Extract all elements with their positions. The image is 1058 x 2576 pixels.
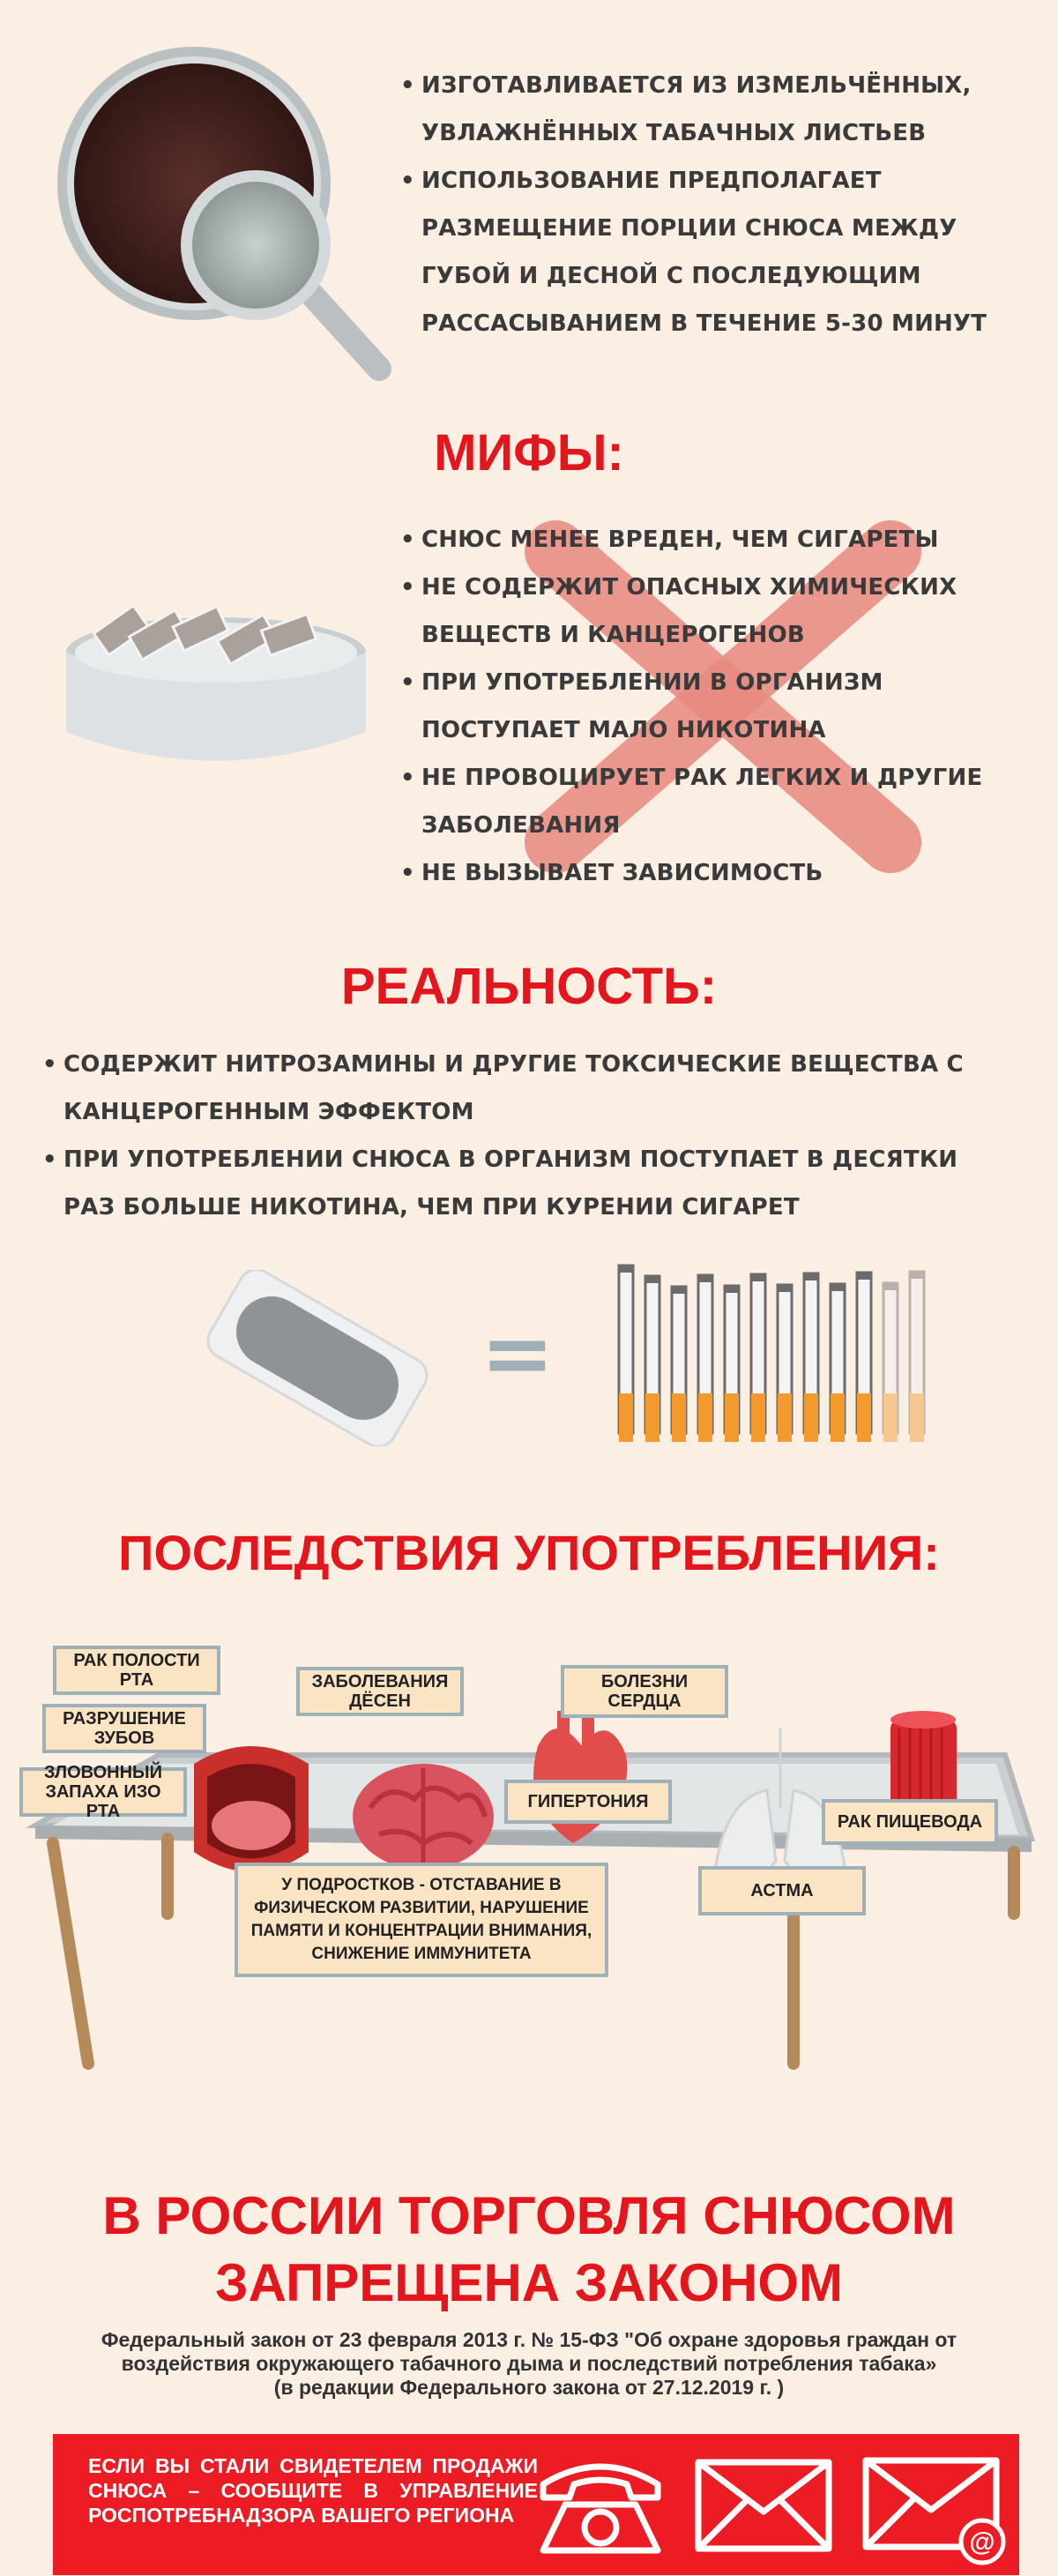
ban-heading-line1: В РОССИИ ТОРГОВЛЯ СНЮСОМ <box>102 2186 956 2245</box>
label-bad-breath: ЗЛОВОННЫЙ ЗАПАХА ИЗО РТА <box>19 1767 187 1817</box>
cigarette <box>698 1275 712 1442</box>
myth-bullet: • НЕ ВЫЗЫВАЕТ ЗАВИСИМОСТЬ <box>400 849 1035 897</box>
cigarette <box>645 1276 659 1442</box>
cigarette <box>751 1274 765 1442</box>
reality-bullet: • ПРИ УПОТРЕБЛЕНИИ СНЮСА В ОРГАНИЗМ ПОСТУПАЕТ В ДЕСЯТКИ РАЗ БОЛЬШЕ НИКОТИНА, ЧЕМ ПРИ КУРЕНИИ СИГАРЕТ <box>42 1136 1012 1231</box>
label-teens: У ПОДРОСТКОВ - ОТСТАВАНИЕ В ФИЗИЧЕСКОМ РАЗВИТИИ, НАРУШЕНИЕ ПАМЯТИ И КОНЦЕНТРАЦИИ ВНИМАНИЯ, СНИЖЕНИЕ ИММУНИТЕТА <box>235 1863 608 1977</box>
cigarette <box>672 1287 686 1442</box>
law-reference <box>0 2328 1058 2400</box>
cigarette <box>725 1286 739 1442</box>
label-asthma: АСТМА <box>698 1866 866 1915</box>
report-banner <box>53 2434 1019 2575</box>
law-line: воздействия окружающего табачного дыма и последствий потребления табака» <box>121 2352 937 2375</box>
myths-heading: МИФЫ: <box>434 424 624 482</box>
label-esophagus-cancer: РАК ПИЩЕВОДА <box>822 1799 998 1845</box>
mail-icon <box>693 2457 834 2554</box>
cigarette <box>778 1285 792 1442</box>
brain-illustration <box>353 1764 494 1870</box>
cigarette <box>857 1273 871 1442</box>
cigarette <box>619 1266 633 1442</box>
law-line: (в редакции Федерального закона от 27.12.2019 г. ) <box>273 2376 785 2399</box>
cigarettes-illustration <box>608 1248 961 1477</box>
label-oral-cancer: РАК ПОЛОСТИ РТА <box>53 1646 220 1695</box>
label-hypertension: ГИПЕРТОНИЯ <box>504 1780 672 1824</box>
reality-bullet: • СОДЕРЖИТ НИТРОЗАМИНЫ И ДРУГИЕ ТОКСИЧЕСКИЕ ВЕЩЕСТВА С КАНЦЕРОГЕННЫМ ЭФФЕКТОМ <box>42 1041 1012 1136</box>
intro-bullets <box>400 62 1035 347</box>
label-heart-disease: БОЛЕЗНИ СЕРДЦА <box>561 1665 728 1718</box>
label-tooth-decay: РАЗРУШЕНИЕ ЗУБОВ <box>42 1704 206 1753</box>
myth-bullet: • ПРИ УПОТРЕБЛЕНИИ В ОРГАНИЗМ ПОСТУПАЕТ МАЛО НИКОТИНА <box>400 659 1035 754</box>
myth-bullet: • СНЮС МЕНЕЕ ВРЕДЕН, ЧЕМ СИГАРЕТЫ <box>400 516 1035 564</box>
law-line: Федеральный закон от 23 февраля 2013 г. № 15-ФЗ "Об охране здоровья граждан от <box>101 2328 957 2351</box>
reality-bullets <box>42 1041 1012 1231</box>
label-gum-disease: ЗАБОЛЕВАНИЯ ДЁСЕН <box>296 1667 464 1716</box>
reality-heading: РЕАЛЬНОСТЬ: <box>340 958 718 1015</box>
intro-bullet: • ИСПОЛЬЗОВАНИЕ ПРЕДПОЛАГАЕТ РАЗМЕЩЕНИЕ ПОРЦИИ СНЮСА МЕЖДУ ГУБОЙ И ДЕСНОЙ С ПОСЛЕДУЮЩИМ РАССАСЫВАНИЕМ В ТЕЧЕНИЕ 5-30 МИНУТ <box>400 157 1035 347</box>
equals-sign: = <box>481 1302 555 1405</box>
cigarette <box>831 1284 845 1442</box>
myth-bullet: • НЕ СОДЕРЖИТ ОПАСНЫХ ХИМИЧЕСКИХ ВЕЩЕСТВ И КАНЦЕРОГЕНОВ <box>400 564 1035 659</box>
email-icon <box>861 2455 1010 2566</box>
svg-text:@: @ <box>969 2527 995 2557</box>
consequences-heading: ПОСЛЕДСТВИЯ УПОТРЕБЛЕНИЯ: <box>118 1525 940 1580</box>
cigarette <box>883 1283 898 1442</box>
snus-tin-illustration <box>62 600 370 776</box>
myths-bullets <box>400 516 1035 897</box>
phone-icon <box>534 2453 667 2557</box>
cigarette <box>910 1272 924 1442</box>
ban-heading-line2: ЗАПРЕЩЕНА ЗАКОНОМ <box>215 2253 843 2312</box>
cigarette <box>804 1273 818 1442</box>
mouth-illustration <box>194 1746 309 1872</box>
magnifier-snus-illustration <box>53 42 406 395</box>
report-text: ЕСЛИ ВЫ СТАЛИ СВИДЕТЕЛЕМ ПРОДАЖИ СНЮСА – СООБЩИТЕ В УПРАВЛЕНИЕ РОСПОТРЕБНАДЗОРА ВАШЕГО РЕГИОНА <box>88 2454 538 2527</box>
myth-bullet: • НЕ ПРОВОЦИРУЕТ РАК ЛЕГКИХ И ДРУГИЕ ЗАБОЛЕВАНИЯ <box>400 754 1035 849</box>
intro-bullet: • ИЗГОТАВЛИВАЕТСЯ ИЗ ИЗМЕЛЬЧЁННЫХ, УВЛАЖНЁННЫХ ТАБАЧНЫХ ЛИСТЬЕВ <box>400 62 1035 157</box>
snus-pouch-illustration <box>194 1270 441 1446</box>
